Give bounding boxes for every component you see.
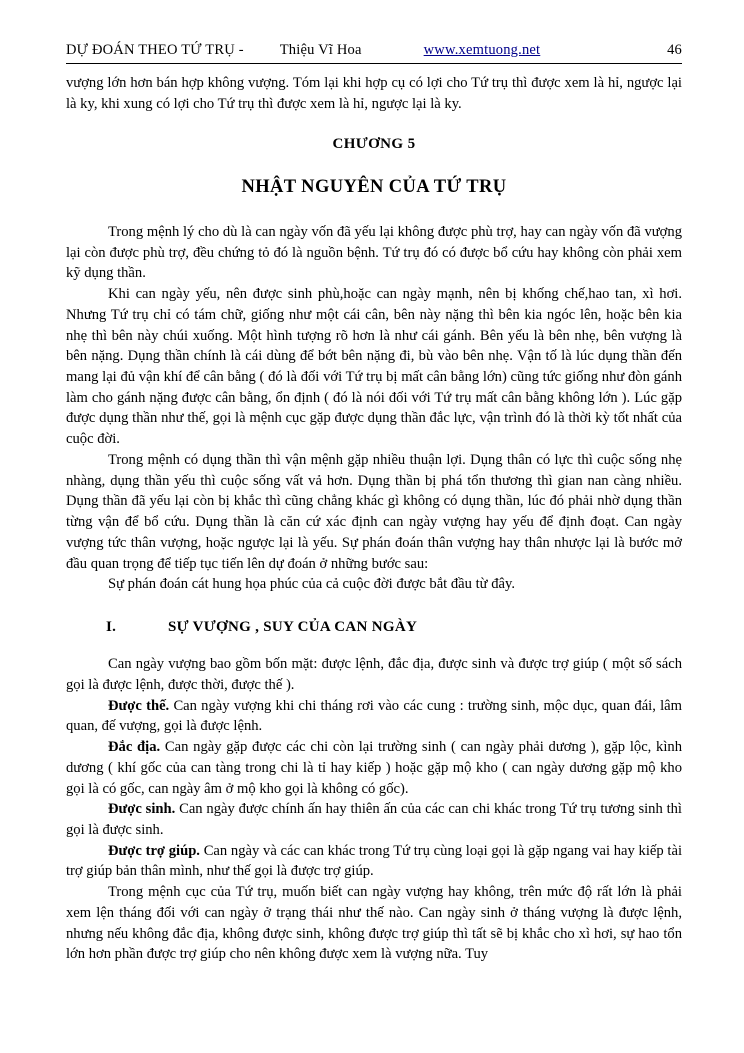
paragraph-text: Can ngày vượng khi chi tháng rơi vào các cung : trường sinh, mộc dục, quan đái, lâm quan, đế vượng, gọi là được lệnh. (66, 697, 682, 735)
header-book-title: DỰ ĐOÁN THEO TỨ TRỤ - (66, 42, 244, 58)
body-paragraph (66, 882, 682, 965)
header-author: Thiệu Vĩ Hoa (279, 42, 362, 58)
document-body (66, 73, 682, 965)
body-paragraph (66, 737, 682, 799)
body-paragraph (66, 841, 682, 882)
body-paragraph (66, 654, 682, 695)
paragraph-text: Can ngày được chính ấn hay thiên ấn của các can chi khác trong Tứ trụ tương sinh thì gọi là được sinh. (66, 801, 682, 838)
paragraph-lead: Đắc địa. (108, 739, 161, 756)
paragraph-text: Trong mệnh cục của Tứ trụ, muốn biết can ngày vượng hay không, trên mức độ rất lớn là phải xem lện tháng đối với can ngày ở trạng thái như thế nào. Can ngày sinh ở tháng vượng là được lệnh, nhưng nếu không đắc địa, không được sinh, không được trợ giúp thì tất sẽ bị khắc cho xì hơi, sự hao tổn lớn hơn phần được trợ giúp cho nên không được xem là vượng nữa. Tuy (66, 884, 682, 963)
page-number: 46 (667, 42, 682, 58)
paragraph-text: Can ngày và các can khác trong Tứ trụ cùng loại gọi là gặp ngang vai hay kiếp tài trợ giúp bản thân mình, như thế gọi là được trợ giúp. (66, 842, 682, 880)
paragraph-text: Can ngày gặp được các chi còn lại trường sinh ( can ngày phải dương ), gặp lộc, kình dương ( khí gốc của can tàng trong chi là tỉ hay kiếp ) hoặc gặp mộ kho ( can ngày dương gặp mộ kho gọi là có gốc, can ngày âm ở mộ kho gọi là không có gốc). (66, 739, 682, 797)
body-paragraph: Khi can ngày yếu, nên được sinh phù,hoặc can ngày mạnh, nên bị khống chế,hao tan, xì hơi. Nhưng Tứ trụ chỉ có tám chữ, giống như một cái cân, bên này nặng thì bên kia ngóc lên, hoặc bên kia nhẹ thì bên này chúi xuống. Một hình tượng rõ hơn là như cái gánh. Bên yếu là bên nhẹ, bên vượng là bên nặng. Dụng thần chính là cái dùng để bớt bên nặng đi, bù vào bên nhẹ. Vận tố là lúc dụng thần đến mang lại đủ vận khí để cân bằng ( đó là đối với Tứ trụ bị mất cân bằng lớn) cũng tức giống như đòn gánh làm cho gánh nặng được cân bằng, ổn định ( đó là nói đối với Tứ trụ mất cân bằng không lớn ). Lúc gặp được dụng thần như thế, gọi là mệnh cục gặp được dụng thần đắc lực, vận trình đó là thời kỳ tốt nhất của cuộc đời. (66, 286, 682, 448)
body-paragraph (66, 799, 682, 840)
header-divider (66, 63, 682, 64)
chapter-title: NHẬT NGUYÊN CỦA TỨ TRỤ (241, 176, 507, 197)
paragraph-lead: Được trợ giúp. (108, 842, 200, 859)
body-paragraph: Sự phán đoán cát hung họa phúc của cả cuộc đời được bắt đầu từ đây. (108, 576, 515, 593)
paragraph-lead: Được thế. (108, 697, 170, 714)
section-title: SỰ VƯỢNG , SUY CỦA CAN NGÀY (168, 618, 418, 635)
body-paragraph (66, 696, 682, 737)
section-heading (66, 617, 682, 638)
header-website-link[interactable]: www.xemtuong.net (423, 42, 541, 58)
page-header (66, 42, 682, 59)
body-paragraph: Trong mệnh lý cho dù là can ngày vốn đã yếu lại không được phù trợ, hay can ngày vốn đã vượng lại còn được phù trợ, đều chứng tỏ đó là nguồn bệnh. Tứ trụ đó có được bổ cứu hay không còn phải xem kỹ dụng thần. (66, 224, 682, 282)
continued-paragraph: vượng lớn hơn bán hợp không vượng. Tóm lại khi hợp cụ có lợi cho Tứ trụ thì được xem là hỉ, ngược lại là ky, khi xung có lợi cho Tứ trụ thì được xem là hỉ, ngược lại là ky. (66, 75, 682, 112)
paragraph-lead: Được sinh. (108, 801, 176, 818)
body-paragraph: Trong mệnh có dụng thần thì vận mệnh gặp nhiều thuận lợi. Dụng thân có lực thì cuộc sống nhẹ nhàng, dụng thần yếu thì cuộc sống vất vả hơn. Dụng thần bị phá tổn thương thì gian nan càng nhiều. Dụng thần đã yếu lại còn bị khắc thì cũng chẳng khác gì không có dụng thần, lúc đó phải nhờ dụng thần từng vận để bổ cứu. Dụng thần là căn cứ xác định can ngày vượng hay yếu để định đoạt. Can ngày vượng tức thân vượng, hoặc ngược lại là yếu. Sự phán đoán thân vượng hay thân nhược lại là bước mở đầu quan trọng để tiếp tục tiến lên dự đoán ở những bước sau: (66, 451, 682, 572)
section-number: I. (106, 618, 117, 635)
chapter-number: CHƯƠNG 5 (332, 136, 416, 153)
paragraph-text: Can ngày vượng bao gồm bốn mặt: được lệnh, đắc địa, được sinh và được trợ giúp ( một số sách gọi là được lệnh, được thời, được thế ). (66, 656, 682, 693)
